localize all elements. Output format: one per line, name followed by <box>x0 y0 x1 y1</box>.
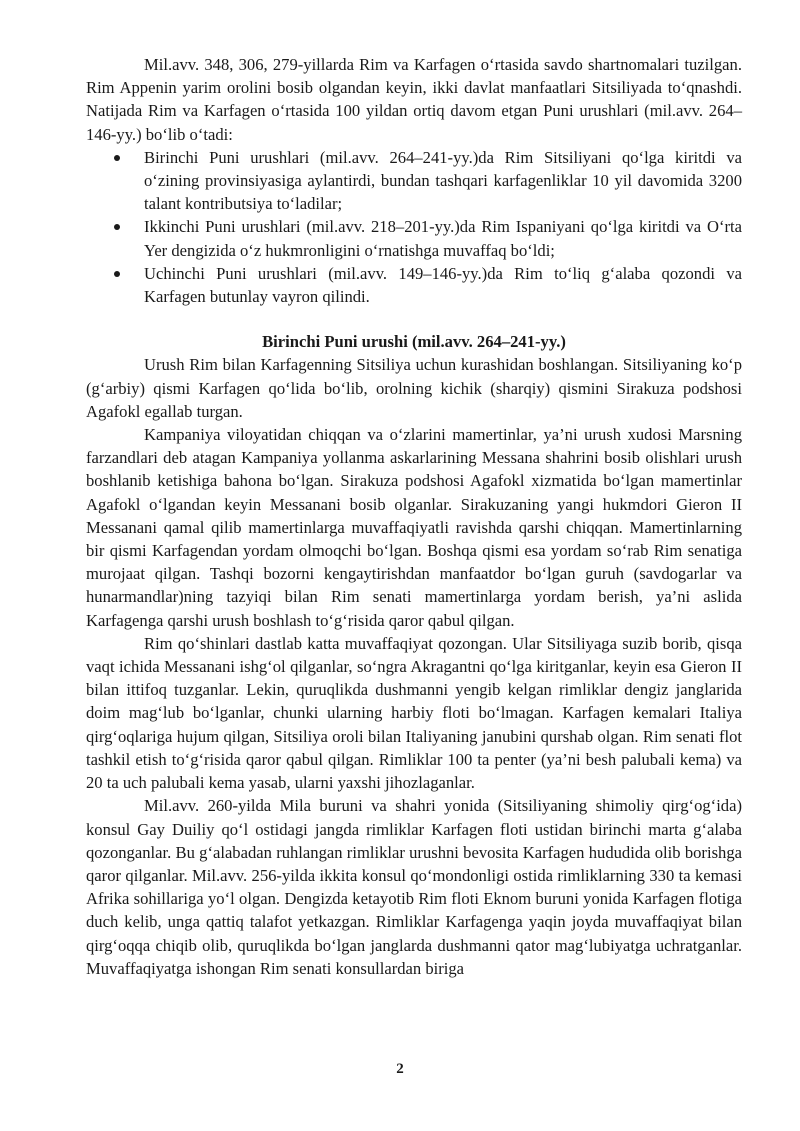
puni-wars-list <box>86 146 742 308</box>
bullet-icon <box>114 224 120 230</box>
document-page <box>86 53 742 980</box>
body-paragraph: Rim qo‘shinlari dastlab katta muvaffaqiyat qozongan. Ular Sitsiliyaga suzib borib, qisqa vaqt ichida Messanani ishg‘ol qilganlar, so‘ngra Akragantni qo‘lga kiritganlar, keyin esa Gieron II bilan ittifoq tuzganlar. Lekin, quruqlikda dushmanni yengib kelgan rimliklar dengiz janglarida doim mag‘lub bo‘lganlar, chunki ularning harbiy floti bo‘lmagan. Karfagen kemalari Italiya qirg‘oqlariga hujum qilgan, Sitsiliya oroli bilan Italiyaning janubini qurshab olgan. Rim senati flot tashkil etish to‘g‘risida qaror qabul qilgan. Rimliklar 100 ta penter (ya’ni besh palubali kema) va 20 ta uch palubali kema yasab, ularni yaxshi jihozlaganlar. <box>86 633 742 793</box>
list-item-text: Uchinchi Puni urushlari (mil.avv. 149–146-yy.)da Rim to‘liq g‘alaba qozondi va Karfagen butunlay vayron qilindi. <box>144 263 742 307</box>
bullet-icon <box>114 271 120 277</box>
list-item <box>86 262 742 308</box>
body-paragraph: Mil.avv. 260-yilda Mila buruni va shahri yonida (Sitsiliyaning shimoliy qirg‘og‘ida) konsul Gay Duiliy qo‘l ostidagi jangda rimliklar Karfagen floti ustidan birinchi marta g‘alaba qozonganlar. Bu g‘alabadan ruhlangan rimliklar urushni bevosita Karfagen hududida olib borishga qaror qilganlar. Mil.avv. 256-yilda ikkita konsul qo‘mondonligi ostida rimliklarning 330 ta kemasi Afrika sohillariga yo‘l olgan. Dengizda ketayotib Rim floti Eknom buruni yonida Karfagen flotiga duch kelib, unga qattiq talafot yetkazgan. Rimliklar Karfagenga yaqin joyda muvaffaqiyat bilan qirg‘oqqa chiqib olib, quruqlikda bo‘lgan janglarda dushmanni qator mag‘lubiyatga uchratganlar. Muvaffaqiyatga ishongan Rim senati konsullardan biriga <box>86 796 742 978</box>
body-paragraph: Urush Rim bilan Karfagenning Sitsiliya uchun kurashidan boshlangan. Sitsiliyaning ko‘p (g‘arbiy) qismi Karfagen qo‘lida bo‘lib, orolning kichik (sharqiy) qismini Sirakuza podshosi Agafokl egallab turgan. <box>86 355 742 421</box>
bullet-icon <box>114 155 120 161</box>
list-item <box>86 215 742 261</box>
list-item <box>86 146 742 216</box>
body-paragraph: Kampaniya viloyatidan chiqqan va o‘zlarini mamertinlar, ya’ni urush xudosi Marsning farzandlari deb atagan Kampaniya yollanma askarlarining Messana shahrini bosib olishlari urush boshlanib ketishiga bahona bo‘lgan. Sirakuza podshosi Agafokl xizmatida bo‘lgan mamertinlar Agafokl o‘lgandan keyin Messanani bosib olganlar. Sirakuzaning yangi hukmdori Gieron II Messanani qamal qilib mamertinlarga muvaffaqiyatli ravishda qarshi chiqqan. Mamertinlarning bir qismi Karfagendan yordam olmoqchi bo‘lgan. Boshqa qismi esa yordam so‘rab Rim senatiga murojaat qilgan. Tashqi bozorni kengaytirishdan manfaatdor bo‘lgan guruh (savdogarlar va hunarmandlar)ning tazyiqi bilan Rim senati mamertinlarga yordam berish, ya’ni aslida Karfagenga qarshi urush boshlash to‘g‘risida qaror qabul qilgan. <box>86 425 742 630</box>
list-item-text: Birinchi Puni urushlari (mil.avv. 264–241-yy.)da Rim Sitsiliyani qo‘lga kiritdi va o‘zining provinsiyasiga aylantirdi, bundan tashqari karfagenliklar 10 yil davomida 3200 talant kontributsiya to‘ladilar; <box>144 147 742 214</box>
section-heading: Birinchi Puni urushi (mil.avv. 264–241-yy.) <box>262 332 566 352</box>
list-item-text: Ikkinchi Puni urushlari (mil.avv. 218–201-yy.)da Rim Ispaniyani qo‘lga kiritdi va O‘rta Yer dengizida o‘z hukmronligini o‘rnatishga muvaffaq bo‘ldi; <box>144 217 742 260</box>
page-number: 2 <box>396 1061 404 1077</box>
intro-paragraph: Mil.avv. 348, 306, 279-yillarda Rim va Karfagen o‘rtasida savdo shartnomalari tuzilgan. Rim Appenin yarim orolini bosib olgandan keyin, ikki davlat manfaatlari Sitsiliyada to‘qnashdi. Natijada Rim va Karfagen o‘rtasida 100 yildan ortiq davom etgan Puni urushlari (mil.avv. 264–146-yy.) bo‘lib o‘tadi: <box>86 55 742 144</box>
